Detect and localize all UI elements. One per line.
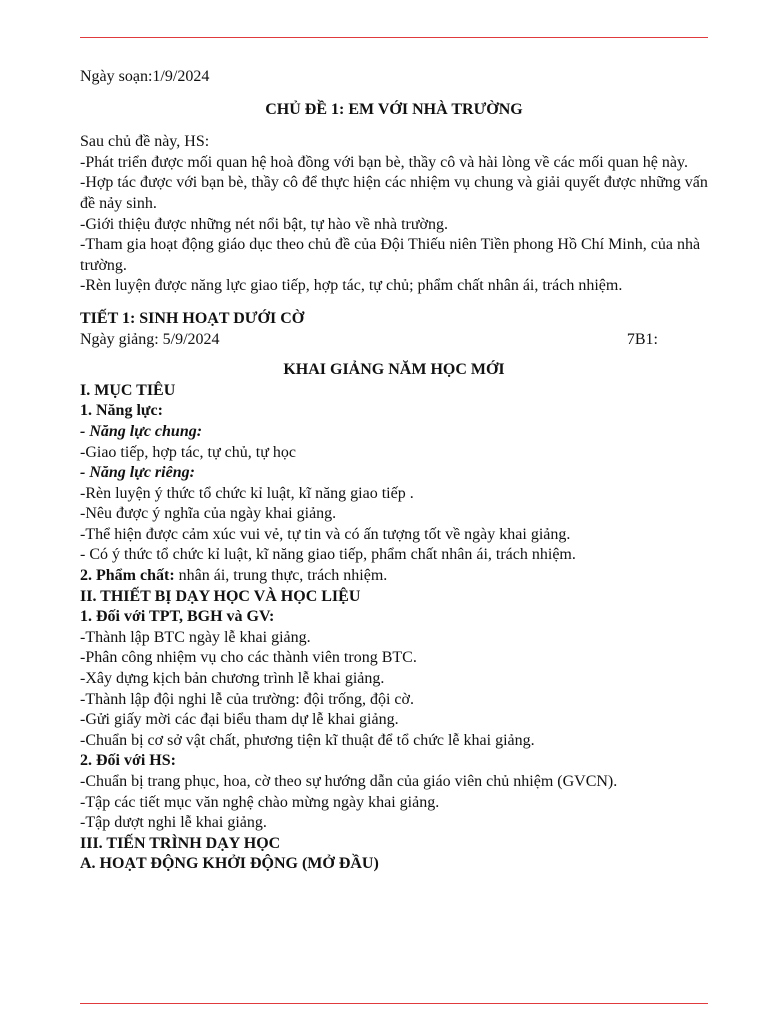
prep-date: Ngày soạn:1/9/2024 bbox=[80, 68, 210, 85]
section-heading-process: III. TIẾN TRÌNH DẠY HỌC bbox=[80, 834, 281, 852]
class-code: 7B1: bbox=[626, 330, 658, 348]
lesson-subtitle: KHAI GIẢNG NĂM HỌC MỚI bbox=[283, 361, 505, 379]
teacher-task-item: -Gửi giấy mời các đại biểu tham dự lễ khai giảng. bbox=[80, 711, 399, 729]
subheading-students: 2. Đối với HS: bbox=[80, 752, 176, 770]
lesson-title: TIẾT 1: SINH HOẠT DƯỚI CỜ bbox=[80, 309, 305, 327]
specific-competency-item: -Rèn luyện ý thức tổ chức kỉ luật, kĩ năng giao tiếp . bbox=[80, 484, 414, 502]
general-competency-item: -Giao tiếp, hợp tác, tự chủ, tự học bbox=[80, 443, 296, 461]
teach-date: Ngày giảng: 5/9/2024 bbox=[80, 330, 220, 348]
objective-item: -Phát triển được mối quan hệ hoà đồng với bạn bè, thầy cô và hài lòng về các mối quan hệ này. bbox=[80, 153, 688, 171]
specific-competency-item: - Có ý thức tổ chức kỉ luật, kĩ năng giao tiếp, phẩm chất nhân ái, trách nhiệm. bbox=[80, 546, 576, 564]
student-task-item: -Tập các tiết mục văn nghệ chào mừng ngày khai giảng. bbox=[80, 793, 440, 811]
teacher-task-item: -Phân công nhiệm vụ cho các thành viên trong BTC. bbox=[80, 649, 417, 667]
teach-date-row bbox=[80, 330, 708, 351]
objective-item: -Giới thiệu được những nét nổi bật, tự hào về nhà trường. bbox=[80, 215, 448, 233]
section-heading-objectives: I. MỤC TIÊU bbox=[80, 381, 176, 399]
qualities-text: nhân ái, trung thực, trách nhiệm. bbox=[174, 567, 388, 585]
student-task-item: -Tập dượt nghi lễ khai giảng. bbox=[80, 814, 267, 832]
objective-item: -Hợp tác được với bạn bè, thầy cô để thực hiện các nhiệm vụ chung và giải quyết được những vấn đề nảy sinh. bbox=[80, 174, 708, 212]
qualities-label: 2. Phẩm chất: bbox=[80, 567, 175, 585]
objective-item: -Tham gia hoạt động giáo dục theo chủ đề của Đội Thiếu niên Tiền phong Hồ Chí Minh, của nhà trường. bbox=[80, 236, 701, 274]
specific-competency-item: -Nêu được ý nghĩa của ngày khai giảng. bbox=[80, 505, 337, 523]
teacher-task-item: -Thành lập đội nghi lễ của trường: đội trống, đội cờ. bbox=[80, 690, 414, 708]
objectives-intro: Sau chủ đề này, HS: bbox=[80, 133, 210, 151]
footer-rule bbox=[80, 1003, 708, 1004]
teacher-task-item: -Chuẩn bị cơ sở vật chất, phương tiện kĩ thuật để tổ chức lễ khai giảng. bbox=[80, 731, 535, 749]
student-task-item: -Chuẩn bị trang phục, hoa, cờ theo sự hướng dẫn của giáo viên chủ nhiệm (GVCN). bbox=[80, 773, 618, 790]
teacher-task-item: -Xây dựng kịch bản chương trình lễ khai giảng. bbox=[80, 670, 385, 688]
objective-item: -Rèn luyện được năng lực giao tiếp, hợp tác, tự chủ; phẩm chất nhân ái, trách nhiệm. bbox=[80, 277, 623, 295]
section-heading-equipment: II. THIẾT BỊ DẠY HỌC VÀ HỌC LIỆU bbox=[80, 587, 361, 605]
header-rule bbox=[80, 37, 708, 38]
subheading-teachers: 1. Đối với TPT, BGH và GV: bbox=[80, 608, 275, 626]
label-general-competencies: - Năng lực chung: bbox=[80, 422, 203, 440]
document-page bbox=[80, 67, 708, 875]
subheading-competencies: 1. Năng lực: bbox=[80, 402, 163, 420]
subheading-warmup: A. HOẠT ĐỘNG KHỞI ĐỘNG (MỞ ĐẦU) bbox=[80, 855, 379, 873]
specific-competency-item: -Thể hiện được cảm xúc vui vẻ, tự tin và có ấn tượng tốt về ngày khai giảng. bbox=[80, 525, 571, 543]
topic-title: CHỦ ĐỀ 1: EM VỚI NHÀ TRƯỜNG bbox=[265, 100, 523, 118]
objectives-list bbox=[80, 153, 708, 297]
teacher-task-item: -Thành lập BTC ngày lễ khai giảng. bbox=[80, 628, 311, 646]
label-specific-competencies: - Năng lực riêng: bbox=[80, 464, 195, 482]
qualities-line bbox=[80, 566, 708, 587]
